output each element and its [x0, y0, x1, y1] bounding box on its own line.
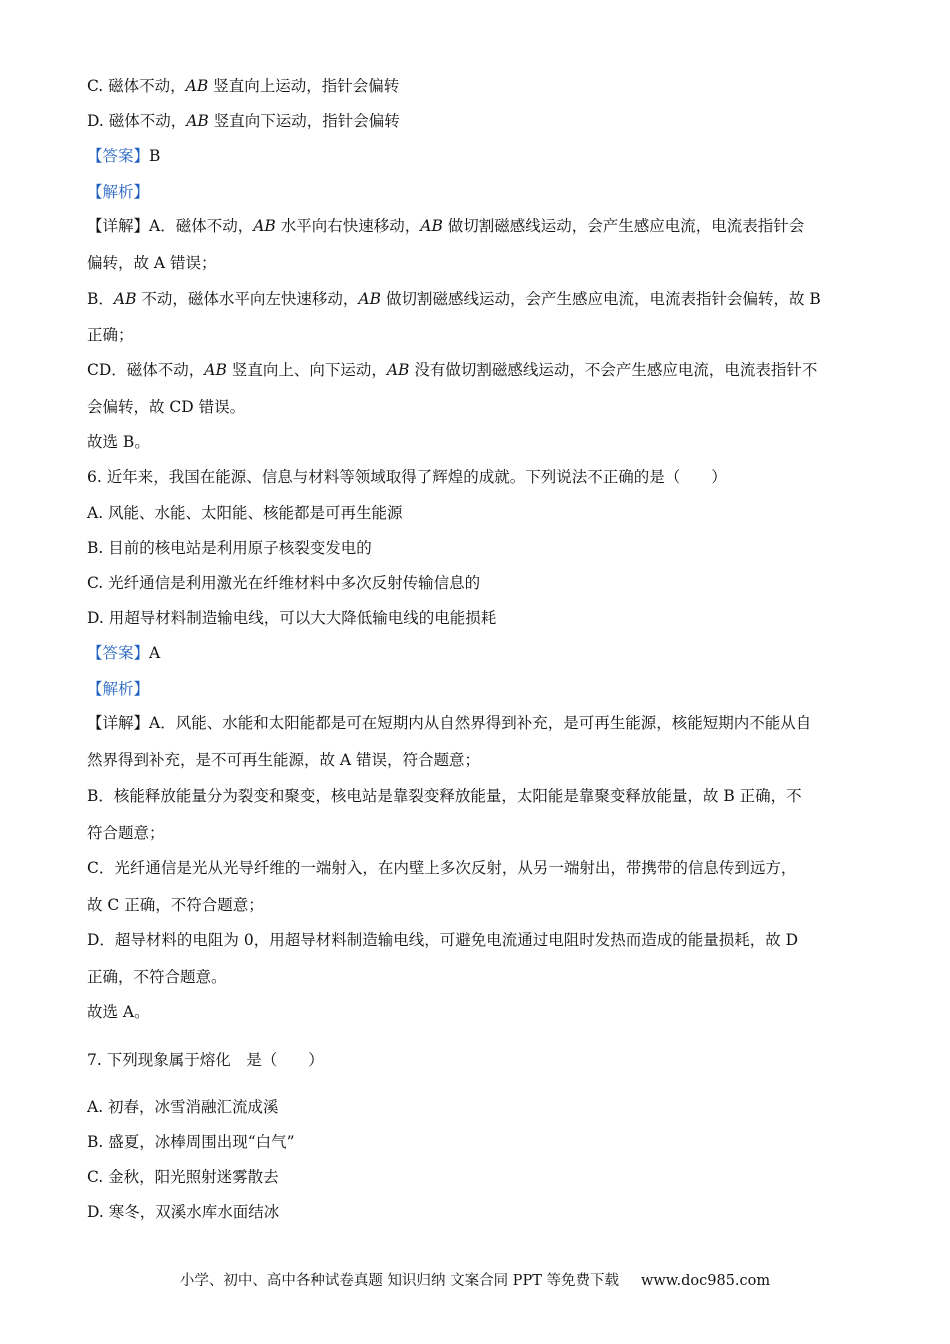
answer-tag: 【答案】	[87, 644, 150, 662]
q7-option-b: B. 盛夏，冰棒周围出现“白气”	[87, 1133, 295, 1151]
q6-detail-a: 【详解】A．风能、水能和太阳能都是可在短期内从自然界得到补充，是可再生能源，核能短期内不能从自	[87, 714, 812, 732]
footer-text: 小学、初中、高中各种试卷真题 知识归纳 文案合同 PPT 等免费下载	[179, 1273, 619, 1289]
q6-option-b: B. 目前的核电站是利用原子核裂变发电的	[87, 539, 372, 557]
q6-option-a: A. 风能、水能、太阳能、核能都是可再生能源	[87, 504, 403, 522]
q7-stem: 7. 下列现象属于熔化 是（ ）	[87, 1051, 324, 1069]
q6-detail-c-cont: 故 C 正确，不符合题意；	[87, 896, 264, 914]
q7-option-d: D. 寒冬，双溪水库水面结冰	[87, 1203, 280, 1221]
footer-url[interactable]: www.doc985.com	[640, 1273, 771, 1289]
q6-option-c: C. 光纤通信是利用激光在纤维材料中多次反射传输信息的	[87, 574, 481, 592]
q6-detail-d-cont: 正确，不符合题意。	[87, 968, 227, 986]
q6-option-d: D. 用超导材料制造输电线，可以大大降低输电线的电能损耗	[87, 609, 497, 627]
q7-option-c: C. 金秋，阳光照射迷雾散去	[87, 1168, 279, 1186]
q6-detail-d: D．超导材料的电阻为 0，用超导材料制造输电线，可避免电流通过电阻时发热而造成的能量损耗，故 D	[87, 931, 799, 949]
q6-detail-a-cont: 然界得到补充，是不可再生能源，故 A 错误，符合题意；	[87, 751, 481, 769]
q6-stem: 6. 近年来，我国在能源、信息与材料等领域取得了辉煌的成就。下列说法不正确的是（ ）	[87, 468, 727, 486]
q5-option-d: D. 磁体不动，AB 竖直向下运动，指针会偏转	[87, 112, 400, 130]
answer-tag: 【答案】	[87, 147, 150, 165]
q6-answer: 【答案】A	[87, 644, 161, 662]
q5-option-c: C. 磁体不动，AB 竖直向上运动，指针会偏转	[87, 77, 400, 95]
q5-conclusion: 故选 B。	[87, 433, 150, 451]
q6-detail-b: B．核能释放能量分为裂变和聚变，核电站是靠裂变释放能量，太阳能是靠聚变释放能量，故 B 正确，不	[87, 787, 802, 805]
q5-answer: 【答案】B	[87, 147, 161, 165]
q6-detail-c: C．光纤通信是光从光导纤维的一端射入，在内壁上多次反射，从另一端射出，带携带的信息传到远方，	[87, 859, 797, 877]
q7-option-a: A. 初春，冰雪消融汇流成溪	[87, 1098, 279, 1116]
q6-detail-b-cont: 符合题意；	[87, 824, 165, 842]
q5-detail-cd-cont: 会偏转，故 CD 错误。	[87, 398, 246, 416]
q5-detail-b-cont: 正确；	[87, 326, 134, 344]
q5-detail-a: 【详解】A．磁体不动，AB 水平向右快速移动，AB 做切割磁感线运动，会产生感应电流，电流表指针会	[87, 217, 805, 235]
q6-conclusion: 故选 A。	[87, 1003, 150, 1021]
q5-detail-a-cont: 偏转，故 A 错误；	[87, 254, 217, 272]
page-footer	[0, 1269, 950, 1290]
q5-detail-b: B．AB 不动，磁体水平向左快速移动，AB 做切割磁感线运动，会产生感应电流，电流表指针会偏转，故 B	[87, 290, 821, 308]
q5-analysis-tag: 【解析】	[87, 183, 150, 201]
q5-detail-cd: CD．磁体不动，AB 竖直向上、向下运动，AB 没有做切割磁感线运动，不会产生感应电流，电流表指针不	[87, 361, 818, 379]
q6-analysis-tag: 【解析】	[87, 680, 150, 698]
